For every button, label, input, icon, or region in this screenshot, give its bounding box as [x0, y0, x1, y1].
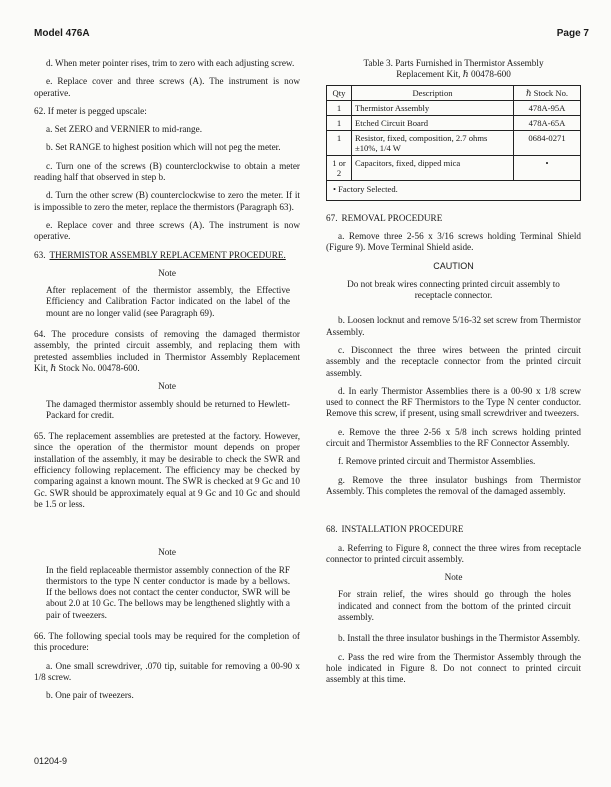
- step-67e: e. Remove the three 2-56 x 5/8 inch screws holding printed circuit and Thermistor Assemblies to the RF Connector Assembly.: [326, 426, 581, 449]
- description-cell: Capacitors, fixed, dipped mica: [352, 155, 514, 180]
- caution-body: Do not break wires connecting printed circuit assembly to receptacle connector.: [347, 278, 560, 301]
- table-row: [327, 100, 581, 115]
- qty-cell: 1: [327, 100, 352, 115]
- step-67d: d. In early Thermistor Assemblies there is a 00-90 x 1/8 screw used to connect the RF Thermistors to the Type N center conductor. Remove this screw, if present, using small screwdriver and tweezers.: [326, 385, 581, 419]
- table-header-row: [327, 85, 581, 100]
- footer-code: 01204-9: [34, 756, 68, 766]
- right-column: [326, 58, 581, 693]
- paragraph-65: 65. The replacement assemblies are pretested at the factory. However, since the operation of the thermistor mount depends on proper installation of the assembly, it may be desirable to check the SWR and efficiency following replacement. The efficiency may be checked by comparing against a known mount. The SWR is checked at 9 Gc and 10 Gc. SWR should be approximately equal at 9 Gc and 10 Gc and should be 1.5 or less.: [34, 431, 300, 509]
- left-column: [34, 58, 300, 708]
- page-number: Page 7: [556, 28, 589, 39]
- step-62c: c. Turn one of the screws (B) counterclockwise to obtain a meter reading half that observed in step b.: [34, 160, 300, 183]
- heading-68-title: INSTALLATION PROCEDURE: [341, 524, 464, 535]
- table-row: [327, 155, 581, 180]
- step-62d: d. Turn the other screw (B) counterclockwise to zero the meter. If it is impossible to zero the meter, replace the thermistors (Paragraph 63).: [34, 190, 300, 212]
- table-row: [327, 130, 581, 155]
- stock-cell: 478A-65A: [514, 115, 581, 130]
- table-3-caption-line-2: Replacement Kit, ℏ 00478-600: [396, 69, 511, 80]
- heading-63-number: 63.: [34, 249, 46, 260]
- step-e-replace: e. Replace cover and three screws (A). The instrument is now operative.: [34, 76, 300, 98]
- step-62b: b. Set RANGE to highest position which will not peg the meter.: [46, 142, 281, 153]
- stock-cell: 478A-95A: [514, 100, 581, 115]
- step-68c: c. Pass the red wire from the Thermistor Assembly through the hole indicated in Figure 8. Do not connect to printed circuit assembly at this time.: [326, 651, 581, 685]
- paragraph-62: 62. If meter is pegged upscale:: [34, 105, 147, 116]
- step-d-trim: d. When meter pointer rises, trim to zero with each adjusting screw.: [46, 58, 295, 68]
- step-62a: a. Set ZERO and VERNIER to mid-range.: [46, 124, 202, 135]
- step-66a: a. One small screwdriver, .070 tip, suitable for removing a 00-90 x 1/8 screw.: [34, 660, 300, 682]
- note-3: [34, 547, 300, 621]
- step-67b: b. Loosen locknut and remove 5/16-32 set screw from Thermistor Assembly.: [326, 315, 581, 337]
- description-cell: Etched Circuit Board: [352, 115, 514, 130]
- note-1-title: Note: [158, 267, 176, 278]
- step-68b: b. Install the three insulator bushings in the Thermistor Assembly.: [338, 633, 580, 644]
- table-footnote: • Factory Selected.: [327, 180, 581, 200]
- heading-68: [326, 524, 581, 535]
- heading-68-number: 68.: [326, 524, 338, 535]
- caution-title: CAUTION: [433, 261, 474, 272]
- description-header: Description: [352, 85, 514, 100]
- paragraph-64: 64. The procedure consists of removing the damaged thermistor assembly, the printed circuit assembly, and replacing them with pretested assemblies included in Thermistor Assembly Replacement Kit, ℏ Stock No. 00478-600.: [34, 329, 300, 373]
- qty-cell: 1: [327, 115, 352, 130]
- note-1: [34, 268, 300, 319]
- step-67g: g. Remove the three insulator bushings from Thermistor Assembly. This completes the removal of the damaged assembly.: [326, 474, 581, 496]
- note-4-title: Note: [444, 572, 463, 583]
- qty-header: Qty: [327, 85, 352, 100]
- note-3-title: Note: [158, 547, 176, 558]
- step-67c: c. Disconnect the three wires between the printed circuit assembly and the receptacle connector from the printed circuit assembly.: [326, 344, 581, 378]
- step-62e: e. Replace cover and three screws (A). The instrument is now operative.: [34, 219, 300, 242]
- table-row: [327, 115, 581, 130]
- qty-cell: 1 or 2: [327, 155, 352, 180]
- parts-table: [326, 85, 581, 201]
- step-67f: f. Remove printed circuit and Thermistor Assemblies.: [338, 456, 536, 467]
- heading-63-title: THERMISTOR ASSEMBLY REPLACEMENT PROCEDURE.: [49, 249, 286, 260]
- description-cell: Resistor, fixed, composition, 2.7 ohms ±10%, 1/4 W: [352, 130, 514, 155]
- paragraph-66: 66. The following special tools may be required for the completion of this procedure:: [34, 630, 300, 653]
- note-1-body: After replacement of the thermistor assembly, the Effective Efficiency and Calibration Factor indicated on the label of the mount are no longer valid (see Paragraph 69).: [46, 285, 290, 318]
- note-3-body: In the field replaceable thermistor assembly connection of the RF thermistors to the type N center conductor is made by a bellows. If the bellows does not contact the center conductor, SWR will be about 2.0 at 10 Gc. The bellows may be lengthened slightly with a pair of tweezers.: [46, 564, 290, 620]
- heading-67: [326, 213, 581, 224]
- stock-cell: 0684-0271: [514, 130, 581, 155]
- qty-cell: 1: [327, 130, 352, 155]
- table-note-row: [327, 180, 581, 200]
- stock-cell: •: [514, 155, 581, 180]
- note-2-body: The damaged thermistor assembly should be returned to Hewlett-Packard for credit.: [46, 398, 290, 420]
- table-3-caption-line-1: Table 3. Parts Furnished in Thermistor Assembly: [363, 58, 544, 68]
- stock-header: ℏ Stock No.: [514, 85, 581, 100]
- step-68a: a. Referring to Figure 8, connect the three wires from receptacle connector to printed circuit assembly.: [326, 542, 581, 564]
- table-3-caption: [326, 58, 581, 81]
- step-67a: a. Remove three 2-56 x 3/16 screws holding Terminal Shield (Figure 9). Move Terminal Shield aside.: [326, 230, 581, 253]
- note-4: [326, 572, 581, 623]
- heading-63: [34, 250, 300, 261]
- step-66b: b. One pair of tweezers.: [46, 690, 134, 701]
- heading-67-number: 67.: [326, 212, 338, 223]
- note-2: [34, 381, 300, 421]
- model-header: Model 476A: [34, 28, 90, 39]
- note-4-body: For strain relief, the wires should go through the holes indicated and connect from the bottom of the printed circuit assembly.: [338, 589, 571, 623]
- description-cell: Thermistor Assembly: [352, 100, 514, 115]
- heading-67-title: REMOVAL PROCEDURE: [341, 212, 443, 223]
- note-2-title: Note: [158, 381, 176, 392]
